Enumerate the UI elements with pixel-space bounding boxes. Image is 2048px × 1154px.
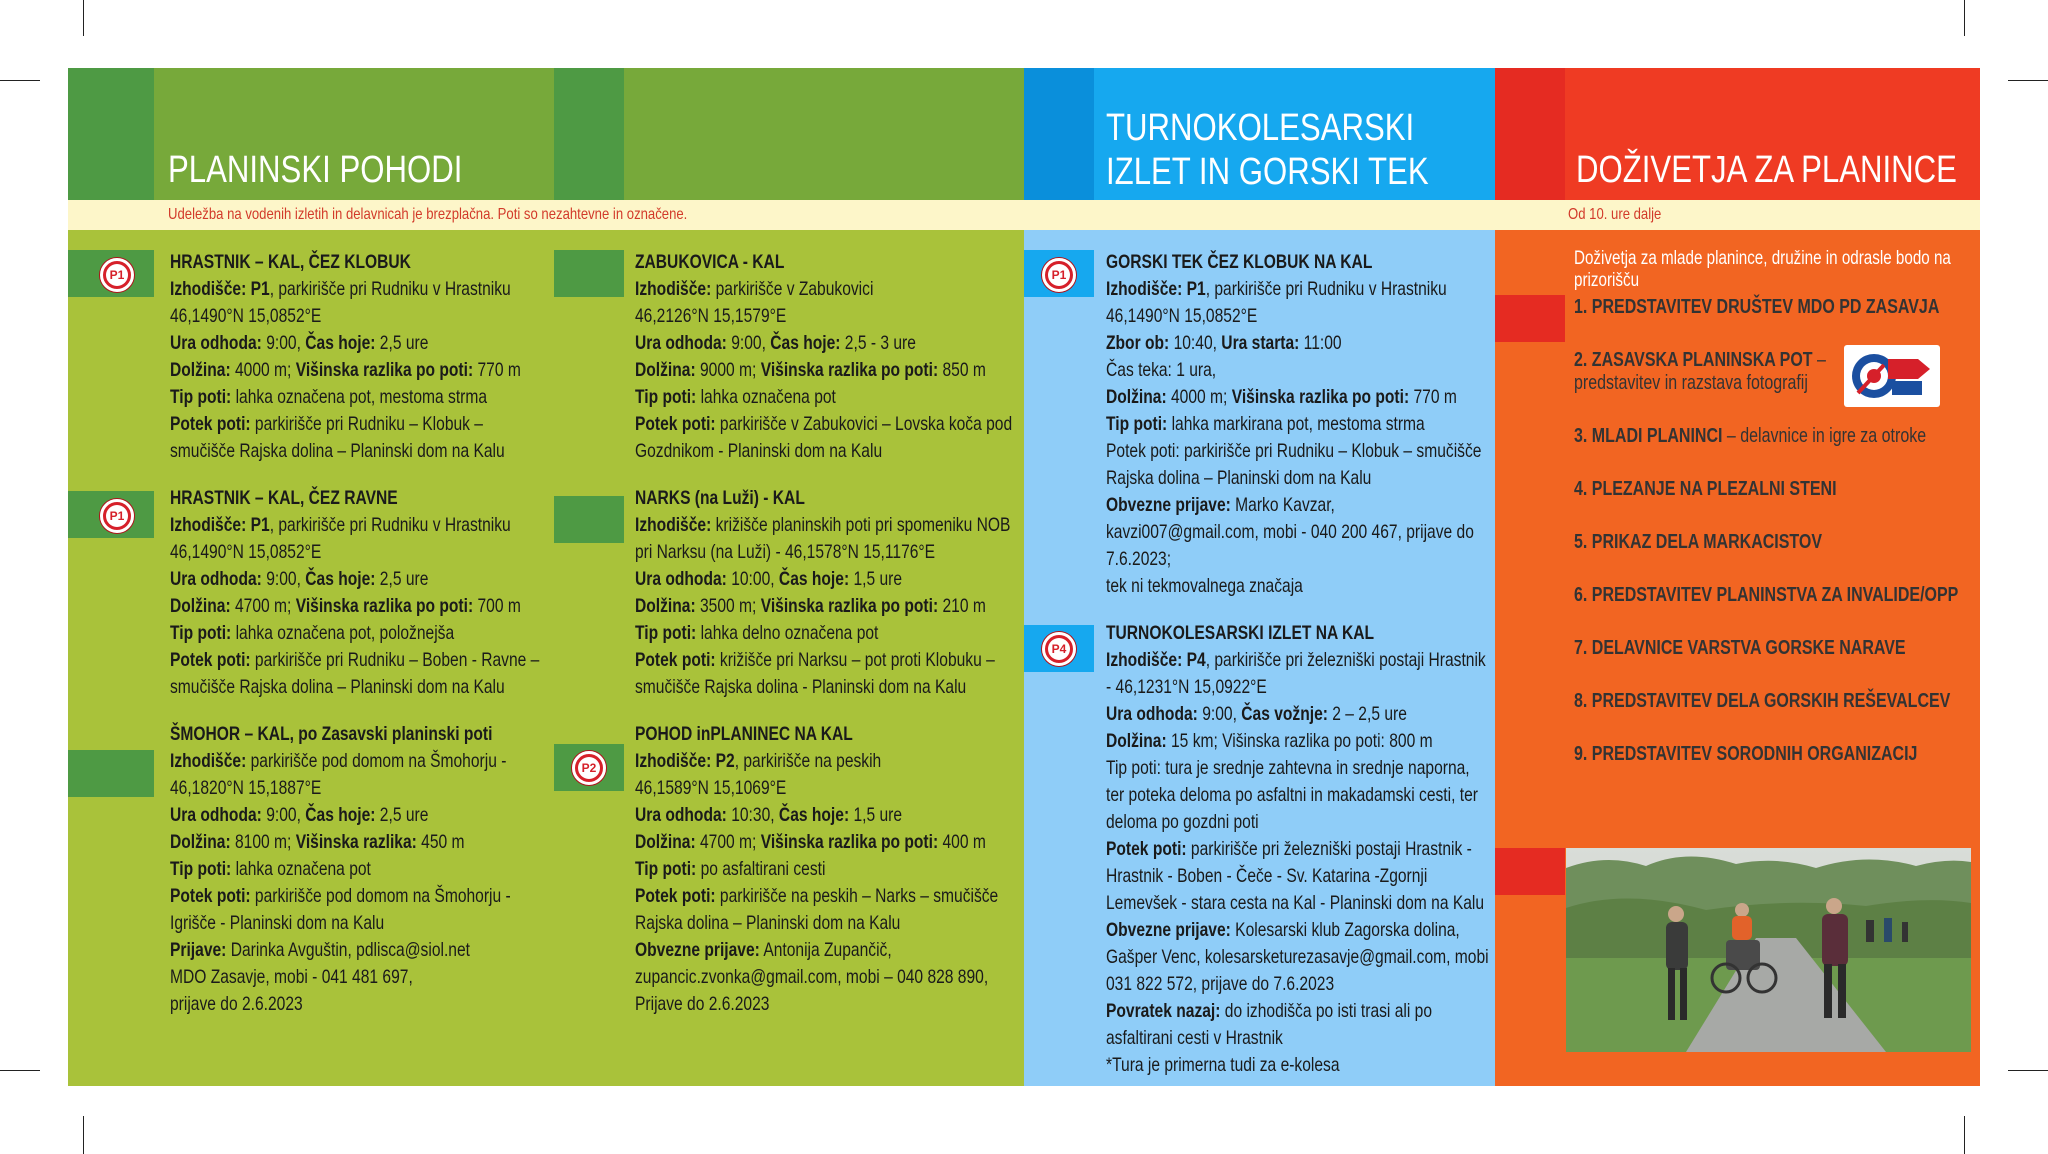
turno-title-line1: TURNOKOLESARSKI: [1106, 107, 1415, 149]
route-detail: Potek poti: parkirišče na peskih – Narks – smučišče Rajska dolina – Planinski dom na Kalu: [635, 885, 999, 934]
route-detail: Dolžina: 4700 m; Višinska razlika po poti: 700 m: [170, 595, 521, 617]
parking-p4-icon: P4: [1042, 632, 1076, 666]
header-block: [1495, 68, 1565, 200]
route-detail: 46,2126°N 15,1579°E: [635, 305, 787, 327]
crop-mark: [0, 1070, 40, 1071]
header-block: [68, 68, 154, 200]
turno-column: [1106, 249, 1491, 1079]
route-detail: Ura odhoda: 10:30, Čas hoje: 1,5 ure: [635, 804, 903, 826]
route-detail: Tip poti: po asfaltirani cesti: [635, 858, 826, 880]
route-detail: Dolžina: 3500 m; Višinska razlika po poti: 210 m: [635, 595, 986, 617]
marker-block: [1495, 295, 1565, 342]
activity-item: 5. PRIKAZ DELA MARKACISTOV: [1574, 531, 1823, 553]
route-detail: Dolžina: 4000 m; Višinska razlika po poti: 770 m: [1106, 386, 1457, 408]
route-entry: [170, 249, 550, 465]
route-detail: MDO Zasavje, mobi - 041 481 697,: [170, 966, 413, 988]
hikers-photo-image: [1566, 848, 1971, 1052]
activity-item: 3. MLADI PLANINCI – delavnice in igre za otroke: [1574, 425, 1927, 447]
planinski-title: PLANINSKI POHODI: [168, 149, 463, 191]
route-detail: Potek poti: križišče pri Narksu – pot proti Klobuku – smučišče Rajska dolina - Planinski dom na Kalu: [635, 649, 995, 698]
planinski-column-1: [170, 249, 550, 1018]
route-detail: Dolžina: 4700 m; Višinska razlika po poti: 400 m: [635, 831, 986, 853]
route-entry: [635, 485, 1020, 701]
route-detail: Obvezne prijave: Kolesarski klub Zagorska dolina, Gašper Venc, kolesarsketurezasavje@gmail.com, mobi 031 822 572, prijave do 7.6.2023: [1106, 919, 1489, 995]
route-detail: Ura odhoda: 9:00, Čas hoje: 2,5 ure: [170, 332, 429, 354]
crop-mark: [1964, 0, 1965, 36]
route-detail: Dolžina: 8100 m; Višinska razlika: 450 m: [170, 831, 465, 853]
route-entry: [1106, 620, 1491, 1079]
route-detail: tek ni tekmovalnega značaja: [1106, 575, 1303, 597]
route-detail: Izhodišče: P4, parkirišče pri železniški postaji Hrastnik - 46,1231°N 15,0922°E: [1106, 649, 1486, 698]
route-detail: Potek poti: parkirišče v Zabukovici – Lovska koča pod Gozdnikom - Planinski dom na Kalu: [635, 413, 1013, 462]
parking-p1-icon: P1: [100, 499, 134, 533]
route-detail: Potek poti: parkirišče pri železniški postaji Hrastnik - Hrastnik - Boben - Čeče - Sv. Katarina -Zgornji Lemevšek - stara cesta na Kal - Planinski dom na Kalu: [1106, 838, 1485, 914]
crop-mark: [83, 0, 84, 36]
route-detail: Tip poti: lahka označena pot: [635, 386, 836, 408]
route-detail: 46,1490°N 15,0852°E: [1106, 305, 1258, 327]
route-detail: Prijave: Darinka Avguštin, pdlisca@siol.net: [170, 939, 470, 961]
route-detail: Ura odhoda: 9:00, Čas hoje: 2,5 ure: [170, 804, 429, 826]
route-detail: Dolžina: 15 km; Višinska razlika po poti: 800 m: [1106, 730, 1433, 752]
route-detail: Dolžina: 9000 m; Višinska razlika po poti: 850 m: [635, 359, 986, 381]
activity-item: 1. PREDSTAVITEV DRUŠTEV MDO PD ZASAVJA: [1574, 296, 1940, 318]
route-title: NARKS (na Luži) - KAL: [635, 487, 805, 509]
route-detail: Tip poti: tura je srednje zahtevna in srednje naporna, ter poteka deloma po asfaltni in makadamski cesti, ter deloma po gozdni poti: [1106, 757, 1478, 833]
route-detail: Dolžina: 4000 m; Višinska razlika po poti: 770 m: [170, 359, 521, 381]
route-detail: *Tura je primerna tudi za e-kolesa: [1106, 1054, 1340, 1076]
route-entry: [1106, 249, 1491, 600]
route-entry: [635, 721, 1020, 1018]
route-detail: Ura odhoda: 9:00, Čas hoje: 2,5 - 3 ure: [635, 332, 916, 354]
route-detail: Potek poti: parkirišče pri Rudniku – Klobuk – smučišče Rajska dolina – Planinski dom na Kalu: [170, 413, 505, 462]
dozivetja-title: DOŽIVETJA ZA PLANINCE: [1576, 149, 1957, 191]
route-detail: Izhodišče: P2, parkirišče na peskih: [635, 750, 882, 772]
route-detail: Ura odhoda: 9:00, Čas vožnje: 2 – 2,5 ure: [1106, 703, 1407, 725]
marker-block: [554, 496, 624, 543]
crop-mark: [2008, 80, 2048, 81]
parking-p1-icon: P1: [100, 258, 134, 292]
route-detail: Tip poti: lahka delno označena pot: [635, 622, 879, 644]
route-detail: Izhodišče: P1, parkirišče pri Rudniku v Hrastniku: [170, 278, 511, 300]
activity-item: 6. PREDSTAVITEV PLANINSTVA ZA INVALIDE/OPP: [1574, 584, 1959, 606]
parking-p2-icon: P2: [572, 751, 606, 785]
crop-mark: [83, 1116, 84, 1154]
route-detail: Potek poti: parkirišče pod domom na Šmohorju - Igrišče - Planinski dom na Kalu: [170, 885, 511, 934]
header-block: [554, 68, 624, 200]
route-detail: Izhodišče: P1, parkirišče pri Rudniku v Hrastniku: [170, 514, 511, 536]
parking-p1-icon: P1: [1042, 258, 1076, 292]
route-detail: Povratek nazaj: do izhodišča po isti trasi ali po asfaltirani cesti v Hrastnik: [1106, 1000, 1433, 1049]
route-detail: Tip poti: lahka označena pot, položnejša: [170, 622, 455, 644]
route-detail: Ura odhoda: 9:00, Čas hoje: 2,5 ure: [170, 568, 429, 590]
activity-item: 2. ZASAVSKA PLANINSKA POT – predstavitev in razstava fotografij: [1574, 349, 1826, 394]
route-title: POHOD inPLANINEC NA KAL: [635, 723, 853, 745]
marker-block: [1495, 848, 1565, 895]
route-detail: Izhodišče: parkirišče pod domom na Šmohorju - 46,1820°N 15,1887°E: [170, 750, 507, 799]
crop-mark: [2008, 1070, 2048, 1071]
planinski-column-2: [635, 249, 1020, 1018]
route-title: ŠMOHOR – KAL, po Zasavski planinski poti: [170, 723, 493, 745]
turno-title: [1106, 106, 1429, 194]
route-title: HRASTNIK – KAL, ČEZ KLOBUK: [170, 251, 411, 273]
route-detail: Izhodišče: križišče planinskih poti pri spomeniku NOB pri Narksu (na Luži) - 46,1578°N 15,1176°E: [635, 514, 1011, 563]
zasavska-pot-logo: [1844, 345, 1940, 407]
header-block: [1024, 68, 1094, 200]
note-bar: [1024, 200, 1495, 230]
hikers-photo: [1566, 848, 1971, 1052]
route-entry: [635, 249, 1020, 465]
route-title: HRASTNIK – KAL, ČEZ RAVNE: [170, 487, 398, 509]
planinski-note: Udeležba na vodenih izletih in delavnicah je brezplačna. Poti so nezahtevne in označene.: [168, 206, 688, 223]
route-detail: 46,1490°N 15,0852°E: [170, 305, 322, 327]
dozivetja-intro: Doživetja za mlade planince, družine in odrasle bodo na prizorišču: [1574, 248, 1951, 291]
route-detail: Izhodišče: P1, parkirišče pri Rudniku v Hrastniku: [1106, 278, 1447, 300]
logo-emblem-icon: [1844, 345, 1940, 407]
turno-title-line2: IZLET IN GORSKI TEK: [1106, 151, 1429, 193]
route-detail: Tip poti: lahka označena pot: [170, 858, 371, 880]
activity-item: 8. PREDSTAVITEV DELA GORSKIH REŠEVALCEV: [1574, 690, 1951, 712]
route-detail: Potek poti: parkirišče pri Rudniku – Klobuk – smučišče Rajska dolina – Planinski dom na Kalu: [1106, 440, 1482, 489]
route-detail: Čas teka: 1 ura,: [1106, 359, 1217, 381]
route-detail: prijave do 2.6.2023: [170, 993, 303, 1015]
route-title: GORSKI TEK ČEZ KLOBUK NA KAL: [1106, 251, 1373, 273]
crop-mark: [0, 80, 40, 81]
activity-item: 9. PREDSTAVITEV SORODNIH ORGANIZACIJ: [1574, 743, 1918, 765]
route-title: TURNOKOLESARSKI IZLET NA KAL: [1106, 622, 1375, 644]
route-detail: Obvezne prijave: Antonija Zupančič, zupancic.zvonka@gmail.com, mobi – 040 828 890, Prijave do 2.6.2023: [635, 939, 989, 1015]
activity-item: 4. PLEZANJE NA PLEZALNI STENI: [1574, 478, 1837, 500]
marker-block: [68, 750, 154, 797]
route-entry: [170, 485, 550, 701]
dozivetja-subnote: Od 10. ure dalje: [1568, 206, 1662, 223]
route-title: ZABUKOVICA - KAL: [635, 251, 785, 273]
route-detail: Zbor ob: 10:40, Ura starta: 11:00: [1106, 332, 1342, 354]
route-detail: Ura odhoda: 10:00, Čas hoje: 1,5 ure: [635, 568, 903, 590]
activity-item: 7. DELAVNICE VARSTVA GORSKE NARAVE: [1574, 637, 1906, 659]
route-detail: Potek poti: parkirišče pri Rudniku – Boben - Ravne – smučišče Rajska dolina – Planinski dom na Kalu: [170, 649, 540, 698]
route-detail: Obvezne prijave: Marko Kavzar, kavzi007@gmail.com, mobi - 040 200 467, prijave do 7.6.2023;: [1106, 494, 1474, 570]
route-detail: Tip poti: lahka označena pot, mestoma strma: [170, 386, 488, 408]
route-detail: 46,1490°N 15,0852°E: [170, 541, 322, 563]
marker-block: [554, 250, 624, 297]
route-detail: Tip poti: lahka markirana pot, mestoma strma: [1106, 413, 1425, 435]
route-entry: [170, 721, 550, 1018]
route-detail: 46,1589°N 15,1069°E: [635, 777, 787, 799]
crop-mark: [1964, 1116, 1965, 1154]
route-detail: Izhodišče: parkirišče v Zabukovici: [635, 278, 874, 300]
